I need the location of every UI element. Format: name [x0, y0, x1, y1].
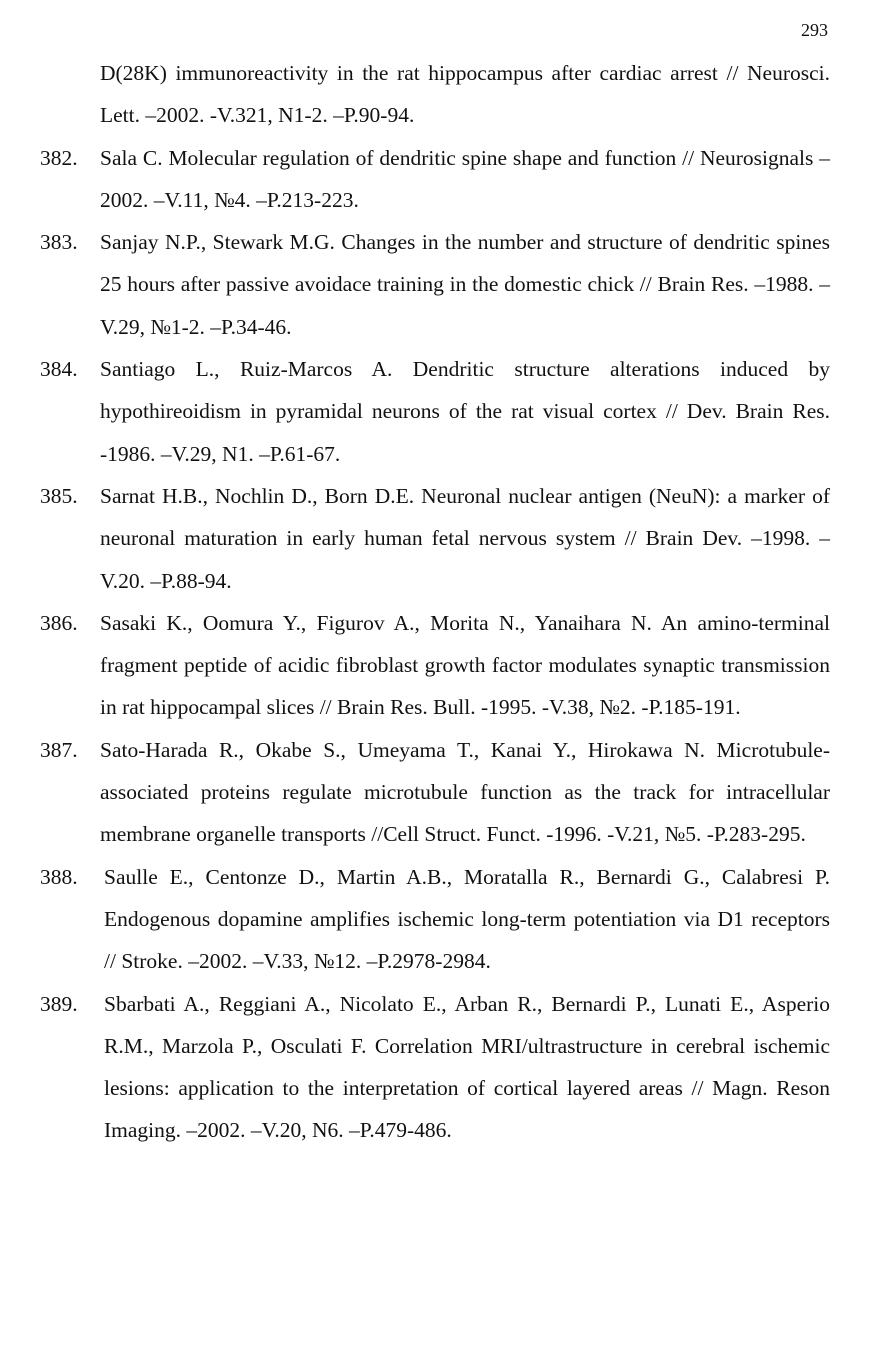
reference-entry-389 [40, 983, 830, 1152]
reference-number: 384. [40, 357, 78, 382]
reference-text: Sasaki K., Oomura Y., Figurov A., Morita N., Yanaihara N. An amino-terminal fragment peptide of acidic fibroblast growth factor modulates synaptic transmission in rat hippocampal slices // Brain Res. Bull. -1995. -V.38, №2. -P.185-191. [100, 610, 830, 720]
reference-entry-384 [40, 348, 830, 475]
reference-text: Sbarbati A., Reggiani A., Nicolato E., Arban R., Bernardi P., Lunati E., Asperio R.M., Marzola P., Osculati F. Correlation MRI/ultrastructure in cerebral ischemic lesions: application to the interpretation of cortical layered areas // Magn. Reson Imaging. –2002. –V.20, N6. –P.479-486. [104, 991, 830, 1143]
reference-text: Santiago L., Ruiz-Marcos A. Dendritic structure alterations induced by hypothireoidism in pyramidal neurons of the rat visual cortex // Dev. Brain Res. -1986. –V.29, N1. –P.61-67. [100, 357, 830, 466]
reference-entry-continued [40, 52, 830, 137]
reference-list [40, 52, 830, 1152]
reference-number: 388. [40, 864, 78, 889]
reference-text: Sarnat H.B., Nochlin D., Born D.E. Neuronal nuclear antigen (NeuN): a marker of neuronal maturation in early human fetal nervous system // Brain Dev. –1998. –V.20. –P.88-94. [100, 483, 830, 593]
reference-number: 389. [40, 991, 78, 1016]
reference-text: Saulle E., Centonze D., Martin A.B., Moratalla R., Bernardi G., Calabresi P. Endogenous dopamine amplifies ischemic long-term potentiation via D1 receptors // Stroke. –2002. –V.33, №12. –P.2978-2984. [104, 864, 830, 974]
reference-entry-386 [40, 602, 830, 729]
reference-text: Sato-Harada R., Okabe S., Umeyama T., Kanai Y., Hirokawa N. Microtubule-associated proteins regulate microtubule function as the track for intracellular membrane organelle transports //Cell Struct. Funct. -1996. -V.21, №5. -P.283-295. [100, 737, 830, 847]
reference-text: D(28K) immunoreactivity in the rat hippocampus after cardiac arrest // Neurosci. Lett. –2002. -V.321, N1-2. –P.90-94. [100, 61, 830, 128]
page-number: 293 [801, 20, 828, 40]
reference-text: Sanjay N.P., Stewark M.G. Changes in the number and structure of dendritic spines 25 hours after passive avoidace training in the domestic chick // Brain Res. –1988. –V.29, №1-2. –P.34-46. [100, 230, 830, 339]
reference-entry-383 [40, 221, 830, 348]
reference-entry-388 [40, 856, 830, 983]
reference-number: 382. [40, 145, 78, 170]
reference-number: 387. [40, 737, 78, 762]
reference-number: 385. [40, 483, 78, 508]
reference-entry-382 [40, 137, 830, 222]
reference-entry-387 [40, 729, 830, 856]
reference-entry-385 [40, 475, 830, 602]
reference-number: 383. [40, 230, 78, 255]
reference-number: 386. [40, 610, 78, 635]
reference-text: Sala C. Molecular regulation of dendritic spine shape and function // Neurosignals –2002. –V.11, №4. –P.213-223. [100, 145, 830, 212]
reference-number [40, 52, 100, 137]
